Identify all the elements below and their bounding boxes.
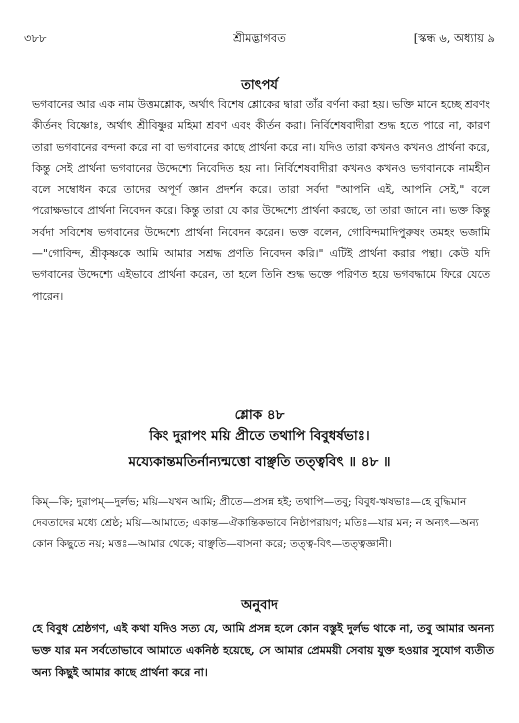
translation-heading: অনুবাদ: [241, 598, 278, 613]
purport-heading: তাৎপর্য: [241, 78, 278, 93]
sloka-line-2: ময্যেকান্তমতির্নান্যন্মত্তো বাঞ্ছতি তত্ত্ববিৎ ॥ ৪৮ ॥: [128, 454, 391, 470]
sloka-heading: শ্লোক ৪৮: [234, 407, 285, 423]
chapter-reference: [স্কন্ধ ৬, অধ্যায় ৯: [413, 31, 495, 45]
page-header: [24, 30, 495, 48]
synonyms-text: কিম্—কি; দুরাপম্—দুর্লভ; ময়ি—যখন আমি; প্রীতে—প্রসন্ন হই; তথাপি—তবু; বিবুধ-ঋষভাঃ—হে বুদ্ধিমান দেবতাদের মধ্যে শ্রেষ্ঠ; ময়ি—আমাতে; একান্ত—ঐকান্তিকভাবে নিষ্ঠাপরায়ণ; মতিঃ—যার মন; ন অন্যৎ—অন্য কোন কিছুতে নয়; মত্তঃ—আমার থেকে; বাঞ্ছতি—বাসনা করে; তত্ত্ব-বিৎ—তত্ত্বজ্ঞানী।: [32, 496, 479, 550]
sloka-line-1: কিং দুরাপং ময়ি প্রীতে তথাপি বিবুধর্ষভাঃ।: [149, 428, 370, 444]
page-number: ৩৮৮: [24, 31, 47, 45]
book-title: শ্রীমদ্ভাগবত: [233, 31, 286, 45]
purport-text: ভগবানের আর এক নাম উত্তমশ্লোক, অর্থাৎ বিশেষ শ্লোকের দ্বারা তাঁর বর্ণনা করা হয়। ভক্তি মানে হচ্ছে শ্রবণং কীর্তনং বিষ্ণোঃ, অর্থাৎ শ্রীবিষ্ণুর মহিমা শ্রবণ এবং কীর্তন করা। নির্বিশেষবাদীরা শুদ্ধ হতে পারে না, কারণ তারা ভগবানের বন্দনা করে না বা ভগবানের কাছে প্রার্থনা করে না। যদিও তারা কখনও কখনও প্রার্থনা করে, কিন্তু সেই প্রার্থনা ভগবানের উদ্দেশ্যে নিবেদিত হয় না। নির্বিশেষবাদীরা কখনও কখনও ভগবানকে নামহীন বলে সম্বোধন করে তাদের অপূর্ণ জ্ঞান প্রদর্শন করে। তারা সর্বদা "আপনি এই, আপনি সেই," বলে পরোক্ষভাবে প্রার্থনা নিবেদন করে। কিন্তু তারা যে কার উদ্দেশ্যে প্রার্থনা করছে, তা তারা জানে না। ভক্ত কিন্তু সর্বদা সবিশেষ ভগবানের উদ্দেশ্যে প্রার্থনা নিবেদন করেন। ভক্ত বলেন, গোবিন্দমাদিপুরুষং তমহং ভজামি—"গোবিন্দ, শ্রীকৃষ্ণকে আমি আমার সশ্রদ্ধ প্রণতি নিবেদন করি।" এটিই প্রার্থনা করার পন্থা। কেউ যদি ভগবানের উদ্দেশ্যে এইভাবে প্রার্থনা করেন, তা হলে তিনি শুদ্ধ ভক্তে পরিণত হয়ে ভগবদ্ধামে ফিরে যেতে পারেন।: [32, 98, 490, 303]
translation-text: হে বিবুধ শ্রেষ্ঠগণ, এই কথা যদিও সত্য যে, আমি প্রসন্ন হলে কোন বস্তুই দুর্লভ থাকে না, তবু আমার অনন্য ভক্ত যার মন সর্বতোভাবে আমাতে একনিষ্ঠ হয়েছে, সে আমার প্রেমময়ী সেবায় যুক্ত হওয়ার সুযোগ ব্যতীত অন্য কিছুই আমার কাছে প্রার্থনা করে না।: [32, 622, 494, 679]
